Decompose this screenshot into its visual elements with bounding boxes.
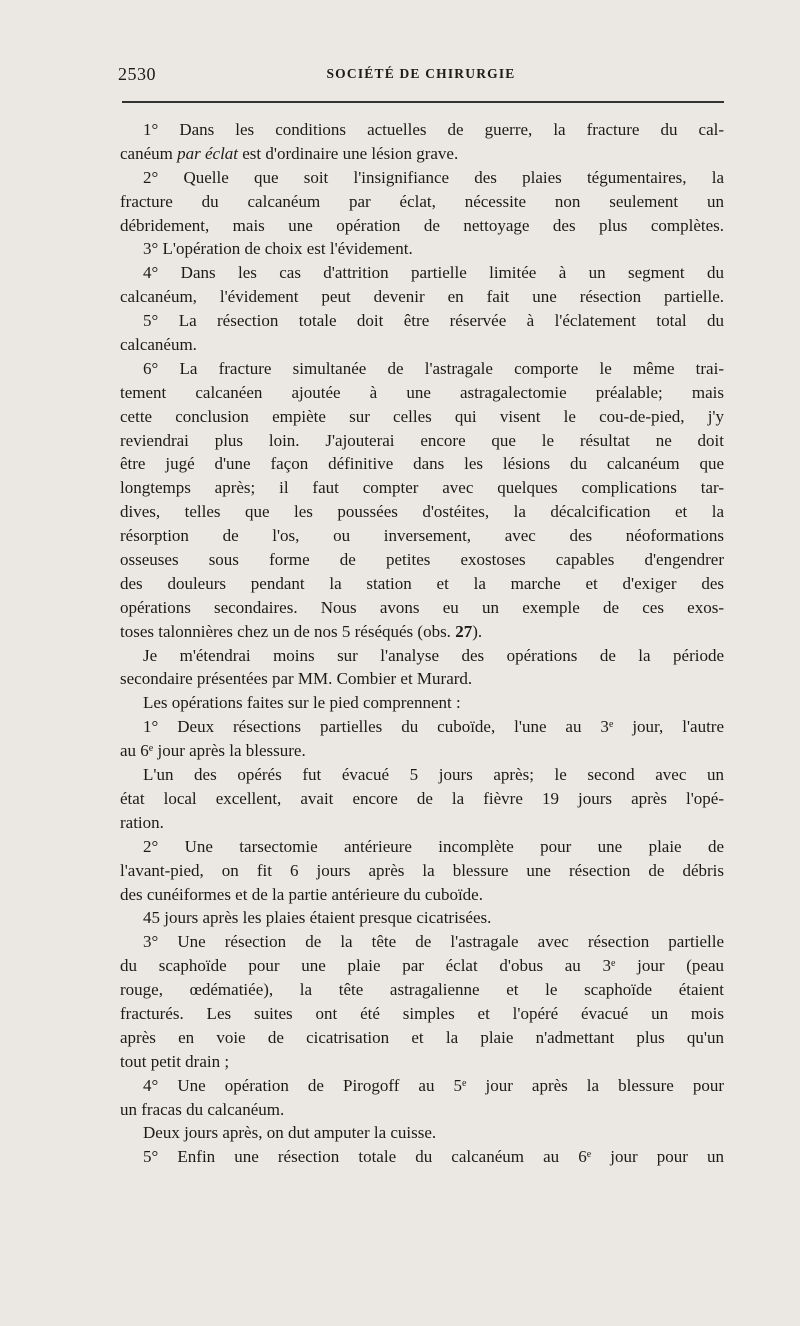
text-line: rouge, œdématiée), la tête astragalienne et le scaphoïde étaient — [120, 980, 724, 1000]
text-line: être jugé d'une façon définitive dans les lésions du calcanéum que — [120, 454, 724, 474]
text-line: cette conclusion empiète sur celles qui visent le cou-de-pied, j'y — [120, 406, 724, 426]
text-span: jour après la blessure. — [153, 741, 306, 761]
text-line: état local excellent, avait encore de la fièvre 19 jours après l'opé- — [120, 788, 724, 808]
text-line: un fracas du calcanéum. — [120, 1099, 285, 1119]
superscript: e — [148, 743, 154, 755]
text-span: 5° Enfin une résection totale du calcanéum au 6 — [143, 1147, 587, 1167]
superscript: e — [611, 958, 616, 970]
text-line: opérations secondaires. Nous avons eu un exemple de ces exos- — [120, 597, 724, 617]
text-line — [120, 715, 724, 739]
text-line: 3° Une résection de la tête de l'astragale avec résection partielle — [143, 932, 724, 952]
text-line: après en voie de cicatrisation et la plaie n'admettant plus qu'un — [120, 1027, 724, 1047]
text-line: longtemps après; il faut compter avec quelques complications tar- — [120, 478, 724, 498]
text-line: reviendrai plus loin. J'ajouterai encore que le résultat ne doit — [120, 430, 724, 450]
text-line: 45 jours après les plaies étaient presque cicatrisées. — [143, 908, 492, 928]
text-line: dives, telles que les poussées d'ostéites, la décalcification et la — [120, 502, 724, 522]
text-span: du scaphoïde pour une plaie par éclat d'obus au 3 — [120, 956, 612, 976]
text-span: jour, l'autre — [613, 717, 725, 737]
text-line: l'avant-pied, on fit 6 jours après la blessure une résection de débris — [120, 860, 724, 880]
superscript: e — [608, 719, 614, 731]
text-line: débridement, mais une opération de nettoyage des plus complètes. — [120, 215, 724, 235]
text-line: tout petit drain ; — [120, 1051, 230, 1071]
text-line — [120, 620, 724, 644]
text-line: calcanéum. — [120, 335, 197, 355]
bold-text: 27 — [455, 621, 473, 641]
text-line: 1° Dans les conditions actuelles de guerre, la fracture du cal- — [143, 120, 724, 139]
text-line — [120, 739, 724, 763]
header-rule — [122, 101, 724, 103]
text-line: L'un des opérés fut évacué 5 jours après; le second avec un — [143, 765, 724, 785]
text-span: 4° Une opération de Pirogoff au 5 — [143, 1075, 462, 1095]
text-line: fracturés. Les suites ont été simples et l'opéré évacué un mois — [120, 1003, 724, 1023]
text-line: 2° Quelle que soit l'insignifiance des plaies tégumentaires, la — [143, 167, 724, 187]
superscript: e — [461, 1077, 467, 1089]
running-title: SOCIÉTÉ DE CHIRURGIE — [326, 66, 516, 81]
text-line: Les opérations faites sur le pied comprennent : — [143, 693, 461, 713]
text-line: tement calcanéen ajoutée à une astragalectomie préalable; mais — [120, 382, 724, 402]
text-line — [120, 1074, 724, 1098]
text-line: Je m'étendrai moins sur l'analyse des opérations de la période — [143, 645, 724, 665]
text-line: 5° La résection totale doit être réservée à l'éclatement total du — [143, 311, 724, 331]
text-span: jour (peau — [615, 956, 724, 976]
page-number: 2530 — [118, 64, 156, 84]
text-line: Deux jours après, on dut amputer la cuisse. — [143, 1123, 437, 1143]
text-line: calcanéum, l'évidement peut devenir en fait une résection partielle. — [120, 287, 724, 307]
text-line: des douleurs pendant la station et la marche et d'exiger des — [120, 573, 724, 593]
text-span: ). — [472, 621, 483, 641]
text-line: secondaire présentées par MM. Combier et Murard. — [120, 669, 473, 689]
text-line: osseuses sous forme de petites exostoses capables d'engendrer — [120, 550, 724, 570]
text-line: ration. — [120, 812, 164, 832]
text-line — [120, 142, 724, 166]
text-span: jour après la blessure pour — [466, 1075, 725, 1095]
text-line: 6° La fracture simultanée de l'astragale comporte le même trai- — [143, 358, 724, 378]
text-line: 3° L'opération de choix est l'évidement. — [143, 239, 413, 259]
text-line: 2° Une tarsectomie antérieure incomplète pour une plaie de — [143, 836, 724, 856]
text-span: jour pour un — [591, 1147, 725, 1167]
superscript: e — [586, 1149, 592, 1161]
body-text — [120, 118, 724, 1169]
text-span: au 6 — [120, 741, 149, 761]
text-span: est d'ordinaire une lésion grave. — [238, 143, 459, 163]
text-span: 1° Deux résections partielles du cuboïde, l'une au 3 — [143, 717, 609, 737]
text-line — [120, 1145, 724, 1169]
text-line — [120, 954, 724, 978]
text-span: canéum — [120, 143, 178, 163]
text-line: 4° Dans les cas d'attrition partielle limitée à un segment du — [143, 263, 724, 283]
page-header — [118, 64, 724, 86]
text-line: fracture du calcanéum par éclat, nécessite non seulement un — [120, 191, 724, 211]
text-span: toses talonnières chez un de nos 5 réséqués (obs. — [120, 621, 456, 641]
text-line: des cunéiformes et de la partie antérieure du cuboïde. — [120, 884, 483, 904]
italic-text: par éclat — [177, 143, 239, 163]
text-line: résorption de l'os, ou inversement, avec des néoformations — [120, 526, 724, 546]
